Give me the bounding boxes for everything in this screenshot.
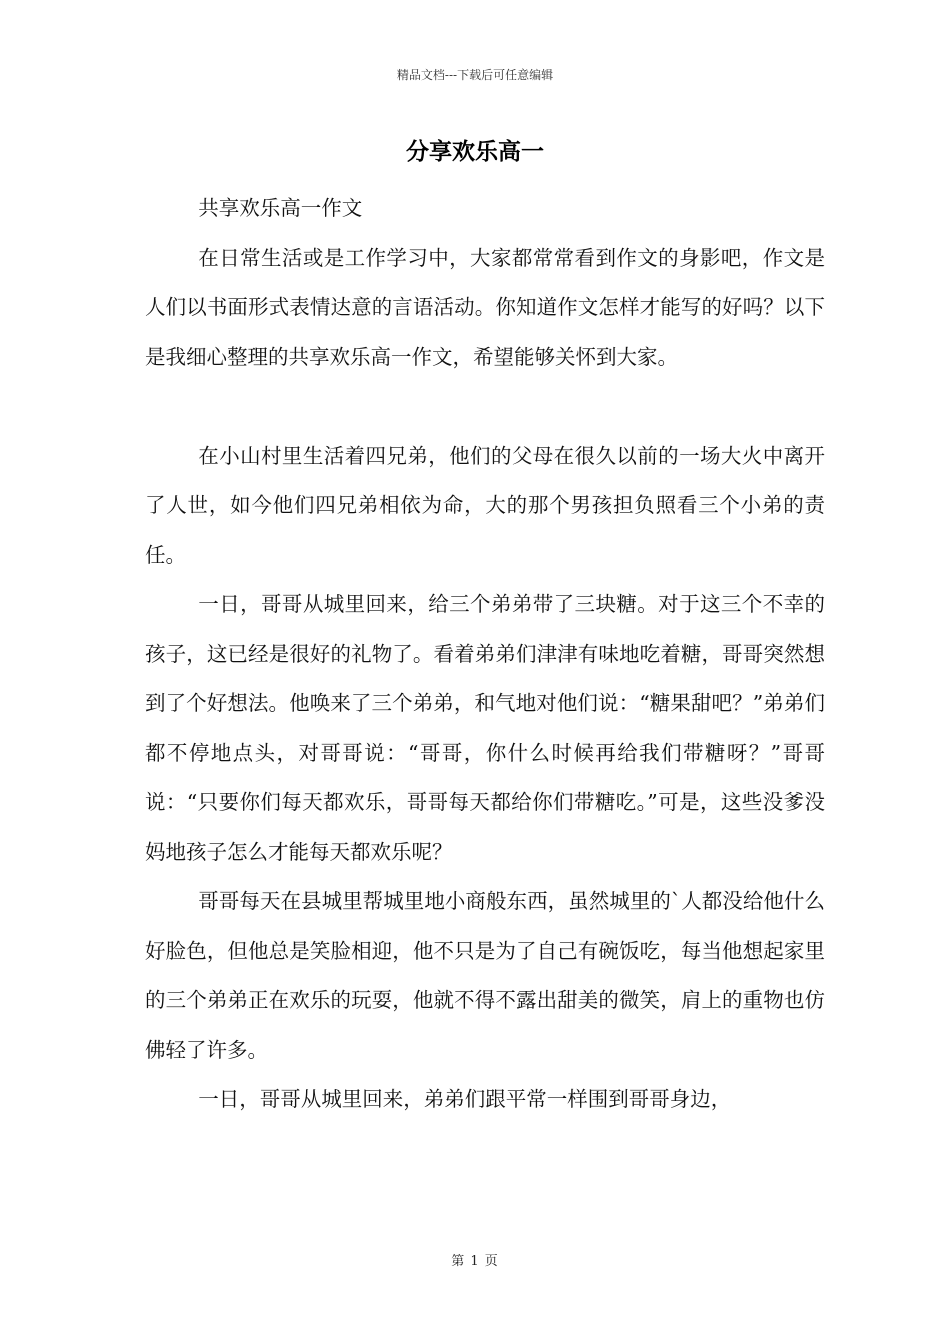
paragraph-story-2: 一日，哥哥从城里回来，给三个弟弟带了三块糖。对于这三个不幸的孩子，这已经是很好的礼物了。看着弟弟们津津有味地吃着糖，哥哥突然想到了个好想法。他唤来了三个弟弟，和气地对他们说：“糖果甜吧？”弟弟们都不停地点头，对哥哥说：“哥哥，你什么时候再给我们带糖呀？”哥哥说：“只要你们每天都欢乐，哥哥每天都给你们带糖吃。”可是，这些没爹没妈地孩子怎么才能每天都欢乐呢？ [145,592,825,864]
paragraph-story-1: 在小山村里生活着四兄弟，他们的父母在很久以前的一场大火中离开了人世，如今他们四兄弟相依为命，大的那个男孩担负照看三个小弟的责任。 [145,443,825,567]
paragraph-story-3: 哥哥每天在县城里帮城里地小商般东西，虽然城里的`人都没给他什么好脸色，但他总是笑脸相迎，他不只是为了自己有碗饭吃，每当他想起家里的三个弟弟正在欢乐的玩耍，他就不得不露出甜美的微笑，肩上的重物也仿佛轻了许多。 [145,889,825,1062]
paragraph-story-4: 一日，哥哥从城里回来，弟弟们跟平常一样围到哥哥身边， [198,1087,732,1111]
page-number: 第 1 页 [451,1254,499,1269]
document-body [145,184,825,1125]
document-title: 分享欢乐高一 [406,138,544,165]
paragraph-subtitle: 共享欢乐高一作文 [198,196,363,220]
paragraph-intro: 在日常生活或是工作学习中，大家都常常看到作文的身影吧，作文是人们以书面形式表情达意的言语活动。你知道作文怎样才能写的好吗？以下是我细心整理的共享欢乐高一作文，希望能够关怀到大家。 [145,245,825,369]
page-header: 精品文档---下载后可任意编辑 [396,68,554,82]
